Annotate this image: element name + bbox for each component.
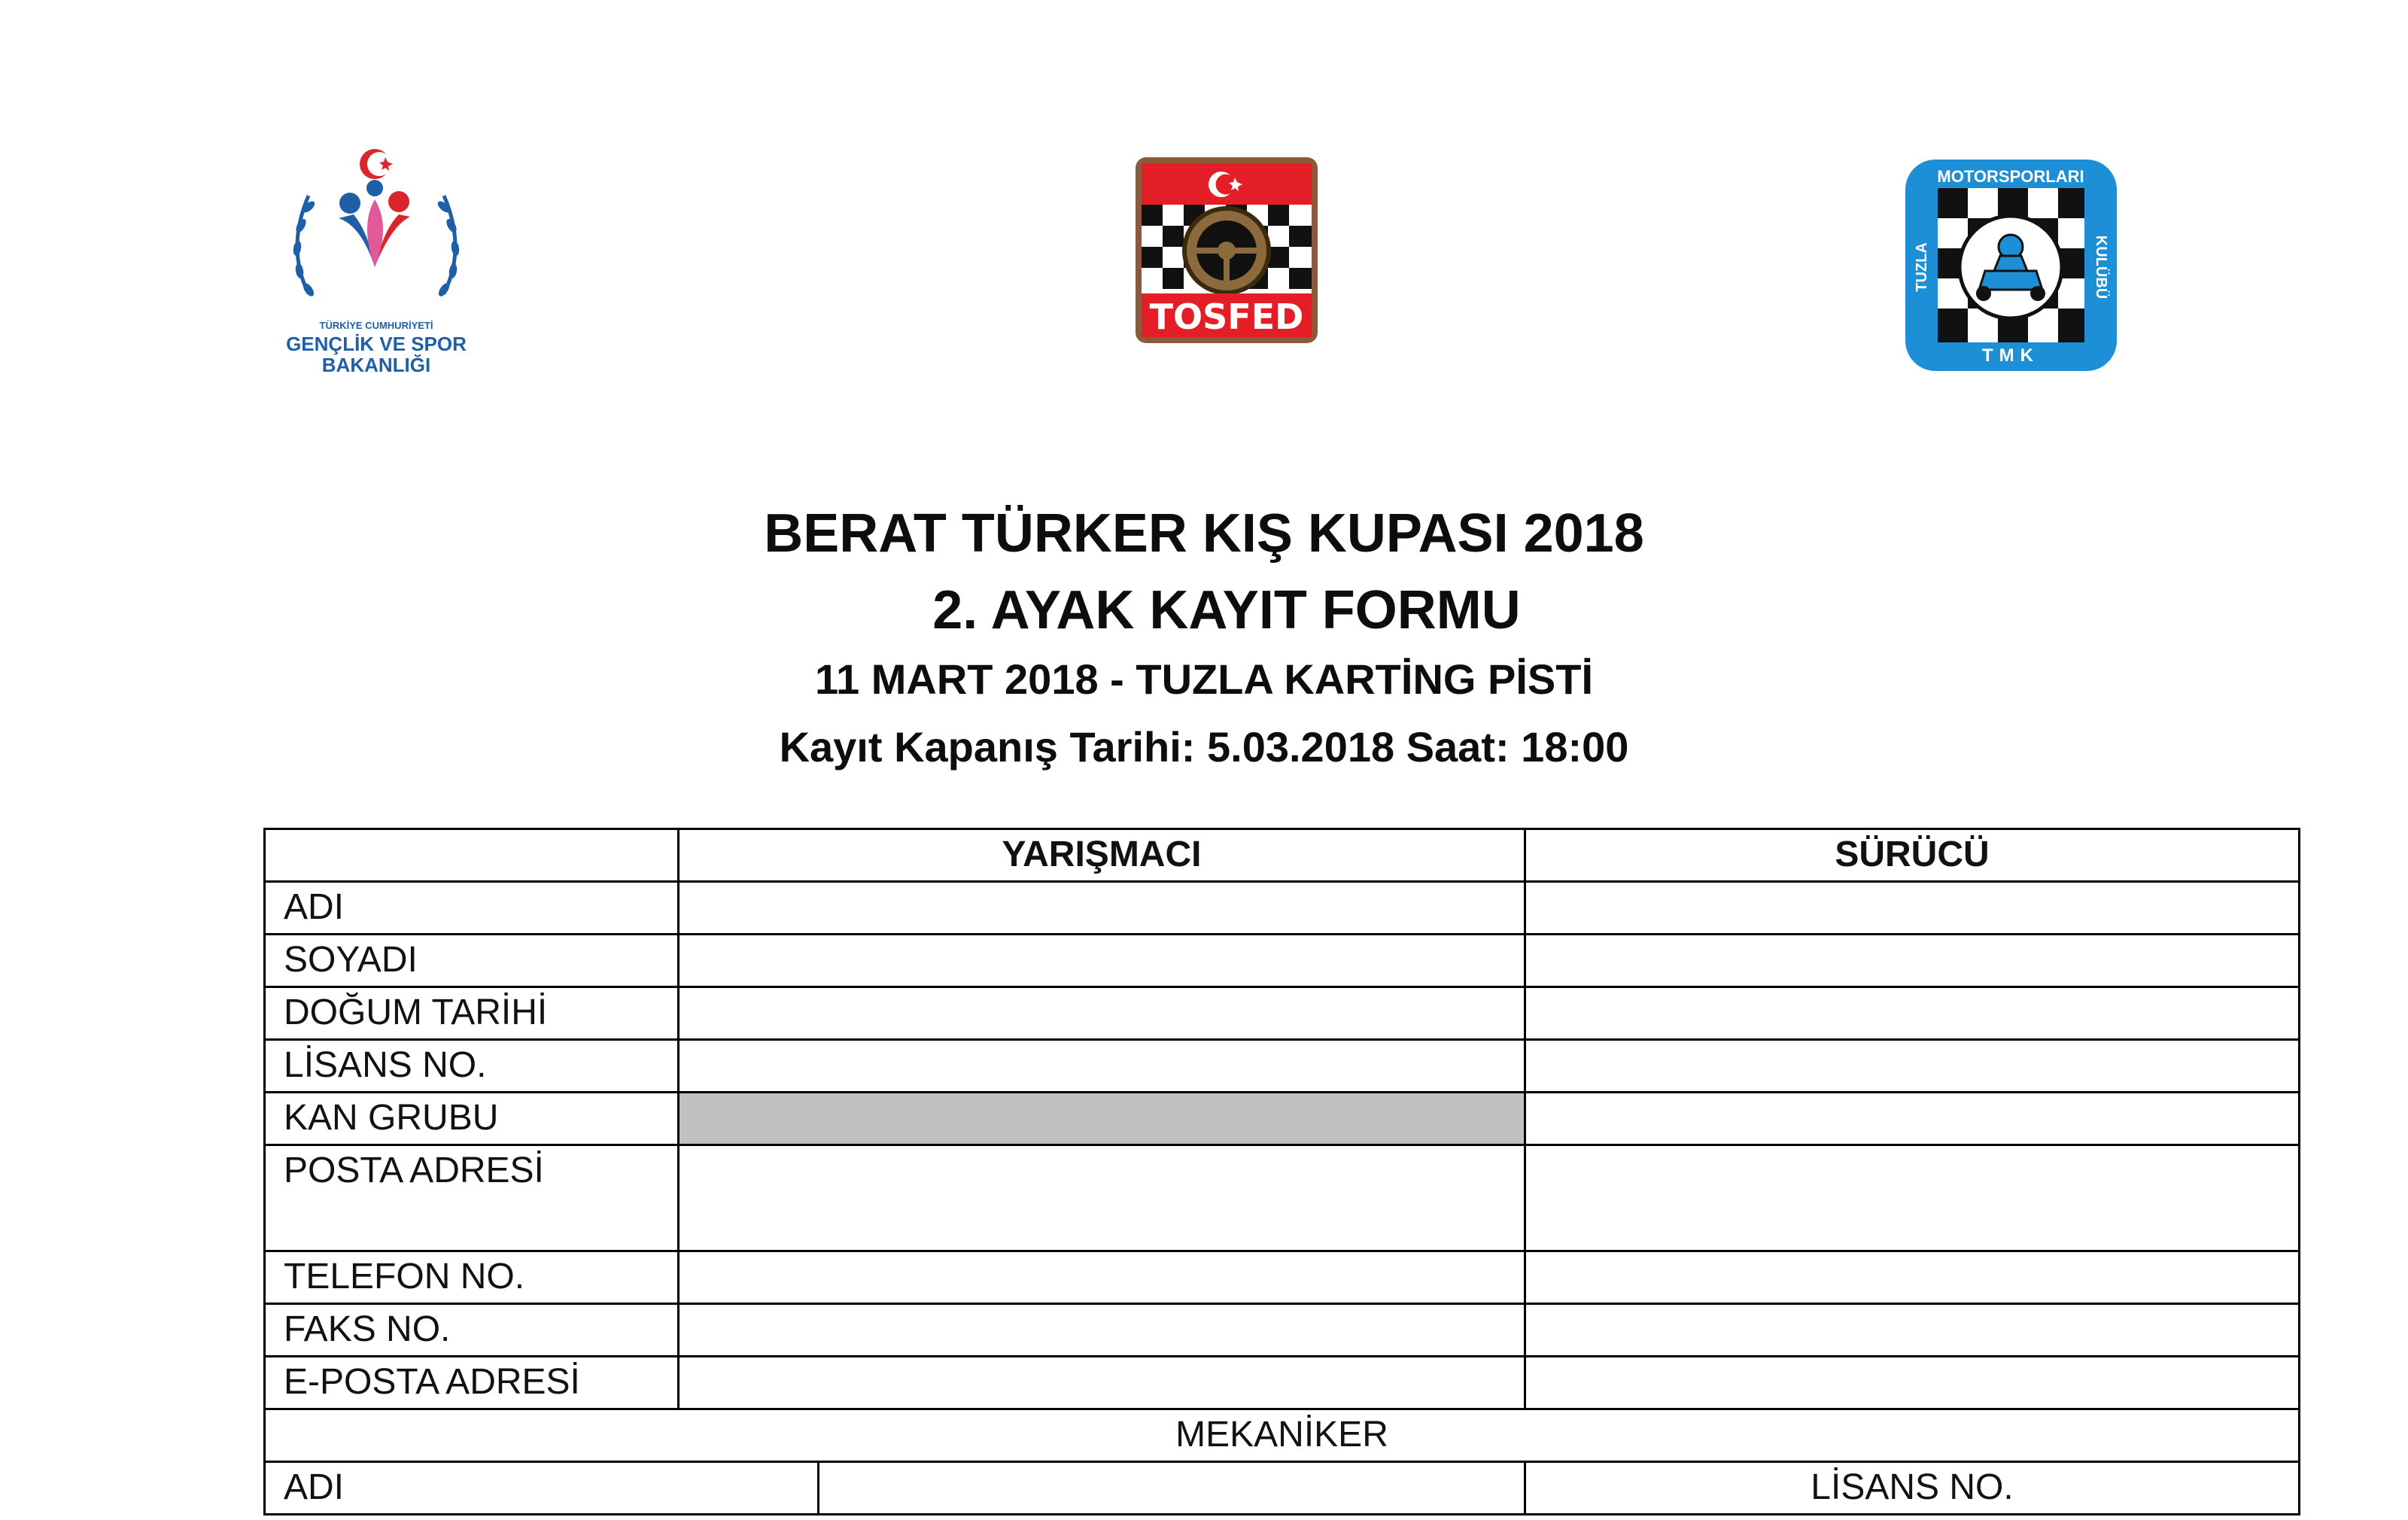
competitor-name-field[interactable] xyxy=(679,882,1525,935)
competitor-birthdate-field[interactable] xyxy=(679,987,1525,1040)
competitor-phone-field[interactable] xyxy=(679,1251,1525,1304)
driver-name-field[interactable] xyxy=(1525,882,2300,935)
table-row xyxy=(265,1040,2300,1093)
tmk-left-text: TUZLA xyxy=(1914,242,1930,292)
driver-address-field[interactable] xyxy=(1525,1145,2300,1251)
registration-deadline: Kayıt Kapanış Tarihi: 5.03.2018 Saat: 18:00 xyxy=(779,723,1629,771)
column-header-driver: SÜRÜCÜ xyxy=(1525,829,2300,882)
table-header-row xyxy=(265,829,2300,882)
registration-table xyxy=(263,828,2300,1515)
ministry-caption-line2: BAKANLIĞI xyxy=(321,354,431,376)
row-label: SOYADI xyxy=(265,935,679,987)
form-title: BERAT TÜRKER KIŞ KUPASI 2018 xyxy=(764,503,1644,564)
table-row xyxy=(265,1462,2300,1515)
header-empty-cell xyxy=(265,829,679,882)
table-row xyxy=(265,1093,2300,1145)
tmk-top-text: MOTORSPORLARI xyxy=(1937,167,2084,186)
event-date-location: 11 MART 2018 - TUZLA KARTİNG PİSTİ xyxy=(814,655,1594,703)
driver-surname-field[interactable] xyxy=(1525,935,2300,987)
tosfed-logo xyxy=(1133,154,1321,346)
row-label: POSTA ADRESİ xyxy=(265,1145,679,1251)
row-label: LİSANS NO. xyxy=(265,1040,679,1093)
competitor-email-field[interactable] xyxy=(679,1357,1525,1409)
competitor-fax-field[interactable] xyxy=(679,1304,1525,1357)
row-label: ADI xyxy=(265,882,679,935)
row-label: KAN GRUBU xyxy=(265,1093,679,1145)
table-row xyxy=(265,1251,2300,1304)
mechanic-license-label: LİSANS NO. xyxy=(1525,1462,2300,1515)
table-row xyxy=(265,1357,2300,1409)
table-row xyxy=(265,1304,2300,1357)
driver-fax-field[interactable] xyxy=(1525,1304,2300,1357)
row-label: E-POSTA ADRESİ xyxy=(265,1357,679,1409)
driver-blood-group-field[interactable] xyxy=(1525,1093,2300,1145)
column-header-competitor: YARIŞMACI xyxy=(679,829,1525,882)
competitor-address-field[interactable] xyxy=(679,1145,1525,1251)
competitor-surname-field[interactable] xyxy=(679,935,1525,987)
row-label: FAKS NO. xyxy=(265,1304,679,1357)
tosfed-logo-text: TOSFED xyxy=(1149,296,1304,337)
form-subtitle: 2. AYAK KAYIT FORMU xyxy=(932,580,1521,640)
table-row xyxy=(265,935,2300,987)
table-row xyxy=(265,1145,2300,1251)
competitor-blood-group-disabled xyxy=(679,1093,1525,1145)
table-row xyxy=(265,882,2300,935)
tmk-bottom-text: TMK xyxy=(1982,345,2039,366)
table-row xyxy=(265,987,2300,1040)
driver-email-field[interactable] xyxy=(1525,1357,2300,1409)
mechanic-section-row xyxy=(265,1409,2300,1462)
row-label: TELEFON NO. xyxy=(265,1251,679,1304)
driver-license-field[interactable] xyxy=(1525,1040,2300,1093)
mechanic-name-label: ADI xyxy=(265,1462,819,1515)
mechanic-section-title: MEKANİKER xyxy=(265,1409,2300,1462)
ministry-caption-small: TÜRKİYE CUMHURİYETİ xyxy=(319,320,433,331)
row-label: DOĞUM TARİHİ xyxy=(265,987,679,1040)
competitor-license-field[interactable] xyxy=(679,1040,1525,1093)
tmk-right-text: KULÜBÜ xyxy=(2093,235,2109,299)
driver-birthdate-field[interactable] xyxy=(1525,987,2300,1040)
driver-phone-field[interactable] xyxy=(1525,1251,2300,1304)
ministry-logo xyxy=(278,143,474,384)
mechanic-name-field[interactable] xyxy=(819,1462,1525,1515)
ministry-caption-line1: GENÇLİK VE SPOR xyxy=(286,333,467,355)
tmk-logo xyxy=(1904,158,2118,372)
